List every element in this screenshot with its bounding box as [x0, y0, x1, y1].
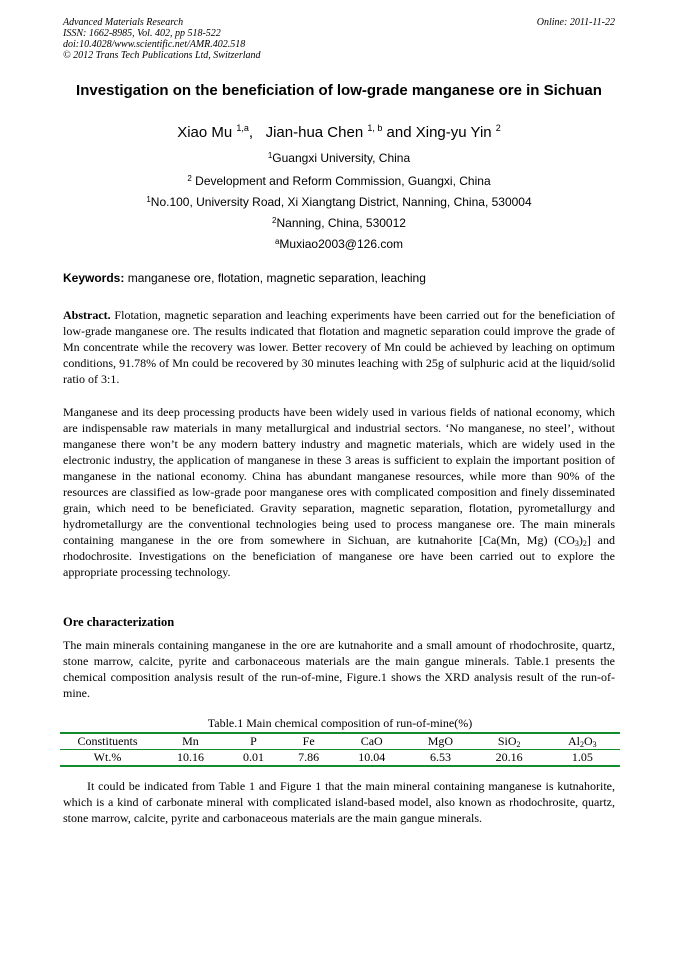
affiliation-email: [63, 237, 615, 251]
table-cell: 20.16: [474, 750, 545, 767]
author-superscript: 1, b: [367, 123, 383, 133]
affiliation-text: No.100, University Road, Xi Xiangtang District, Nanning, China, 530004: [150, 195, 532, 209]
table-cell: 7.86: [281, 750, 336, 767]
table-header-cell: P: [226, 733, 281, 750]
table-row-header: Constituents: [60, 733, 155, 750]
affiliation-line: [63, 174, 615, 188]
affiliation-text: Development and Reform Commission, Guangxi, China: [191, 174, 491, 188]
table-header-cell: Mn: [155, 733, 226, 750]
table-cell: 10.16: [155, 750, 226, 767]
section-heading: Ore characterization: [63, 615, 175, 629]
author-separator: ,: [248, 124, 254, 141]
section-paragraph: The main minerals containing manganese in the ore are kutnahorite and a small amount of rhodochrosite, quartz, stone marrow, calcite, pyrite and carbonaceous materials are the main gangue minerals. Table.1 presents the chemical composition analysis result of the run-of-mine, Figure.1 shows the XRD analysis result of the run-of-mine.: [63, 638, 615, 700]
journal-issn: ISSN: 1662-8985, Vol. 402, pp 518-522: [63, 28, 221, 39]
table-header-cell: CaO: [336, 733, 407, 750]
affiliation-line: [63, 151, 615, 165]
author-name: Jian-hua Chen: [265, 124, 364, 141]
table-caption: Table.1 Main chemical composition of run-of-mine(%): [207, 716, 473, 730]
intro-text: Manganese and its deep processing products have been widely used in various fields of national economy, which are indispensable raw materials in many metallurgical and industrial sectors. ‘No manganese, no steel’, without manganese there won’t be any modern battery industry and magnetic materials, which are widely used in the electronic industry, the application of manganese in these 3 areas is sufficient to explain the important position of manganese in the national economy. China has abundant manganese resources, while more than 90% of the resources are classified as low-grade poor manganese ores with complicated composition and finely disseminated grain, which need to be beneficiated. Gravity separation, magnetic separation, flotation, pyrometallurgy and hydrometallurgy are the conventional technologies being used to process manganese ore. The main minerals containing manganese in the ore from somewhere in Sichuan, are kutnahorite [Ca(Mn, Mg) (CO: [63, 405, 615, 547]
affiliation-line: [63, 195, 615, 209]
abstract-label: Abstract.: [63, 308, 111, 322]
intro-paragraph: [63, 404, 615, 580]
affiliation-sup: 2: [187, 174, 192, 183]
table-header-cell: Fe: [281, 733, 336, 750]
affiliation-line: [63, 216, 615, 230]
author-name: Xiao Mu: [177, 124, 233, 141]
paper-title: Investigation on the beneficiation of low-grade manganese ore in Sichuan: [76, 82, 602, 99]
author-superscript: 1,a: [236, 123, 249, 133]
table-cell: 1.05: [545, 750, 620, 767]
keywords: [63, 271, 623, 285]
keywords-text: manganese ore, flotation, magnetic separation, leaching: [124, 271, 426, 285]
table-header-cell: $Al_2O_3$: [545, 733, 620, 750]
affiliation-text: Guangxi University, China: [272, 151, 411, 165]
journal-doi: doi:10.4028/www.scientific.net/AMR.402.518: [63, 39, 246, 50]
abstract-text: Flotation, magnetic separation and leaching experiments have been carried out for the beneficiation of low-grade manganese ore. The results indicated that flotation and magnetic separation could improve the grade of Mn concentrate while the recovery was lower. Better recovery of Mn could be achieved by leaching on optimum conditions, 91.78% of Mn could be recovered by 30 minutes leaching with 25g of sulphuric acid at the liquid/solid ratio of 3:1.: [63, 308, 615, 386]
table-cell: 10.04: [336, 750, 407, 767]
subscript: 3: [574, 539, 579, 548]
intro-text: ] and rhodochrosite. Investigations on the beneficiation of manganese ore have been carried out to explore the appropriate processing technology.: [63, 533, 615, 579]
author-line: [63, 124, 615, 142]
abstract: [63, 307, 615, 387]
affiliation-sup: 1: [146, 195, 151, 204]
intro-text: ): [578, 533, 583, 547]
table-cell: 0.01: [226, 750, 281, 767]
author-conjunction: and: [386, 124, 412, 141]
affiliation-sup: 2: [272, 216, 277, 225]
table-header-cell: SiO$_2$: [474, 733, 545, 750]
journal-name: Advanced Materials Research: [63, 17, 184, 28]
table-row: [60, 750, 620, 767]
after-table-paragraph: It could be indicated from Table 1 and Figure 1 that the main mineral containing manganese is kutnahorite, which is a kind of carbonate mineral with complicated island-based model, also known as rhodochrosite, quartz, stone marrow, calcite, pyrite and carbonaceous materials are the main gangue minerals.: [63, 779, 615, 825]
journal-header: [63, 17, 615, 61]
affiliation-sup: 1: [267, 151, 273, 160]
table-header-row: [60, 733, 620, 750]
online-date: Online: 2011-11-22: [536, 17, 615, 28]
journal-copyright: © 2012 Trans Tech Publications Ltd, Switzerland: [63, 50, 261, 61]
table-header-cell: MgO: [407, 733, 474, 750]
subscript: 2: [582, 539, 587, 548]
author-superscript: 2: [495, 123, 501, 133]
author-name: Xing-yu Yin: [415, 124, 492, 141]
affiliation-text: Nanning, China, 530012: [276, 216, 406, 230]
affiliation-sup: a: [274, 237, 280, 246]
email-link[interactable]: Muxiao2003@126.com: [279, 237, 404, 251]
composition-table: [60, 732, 620, 767]
table-row-label: Wt.%: [60, 750, 155, 767]
keywords-label: Keywords:: [63, 271, 125, 285]
table-cell: 6.53: [407, 750, 474, 767]
